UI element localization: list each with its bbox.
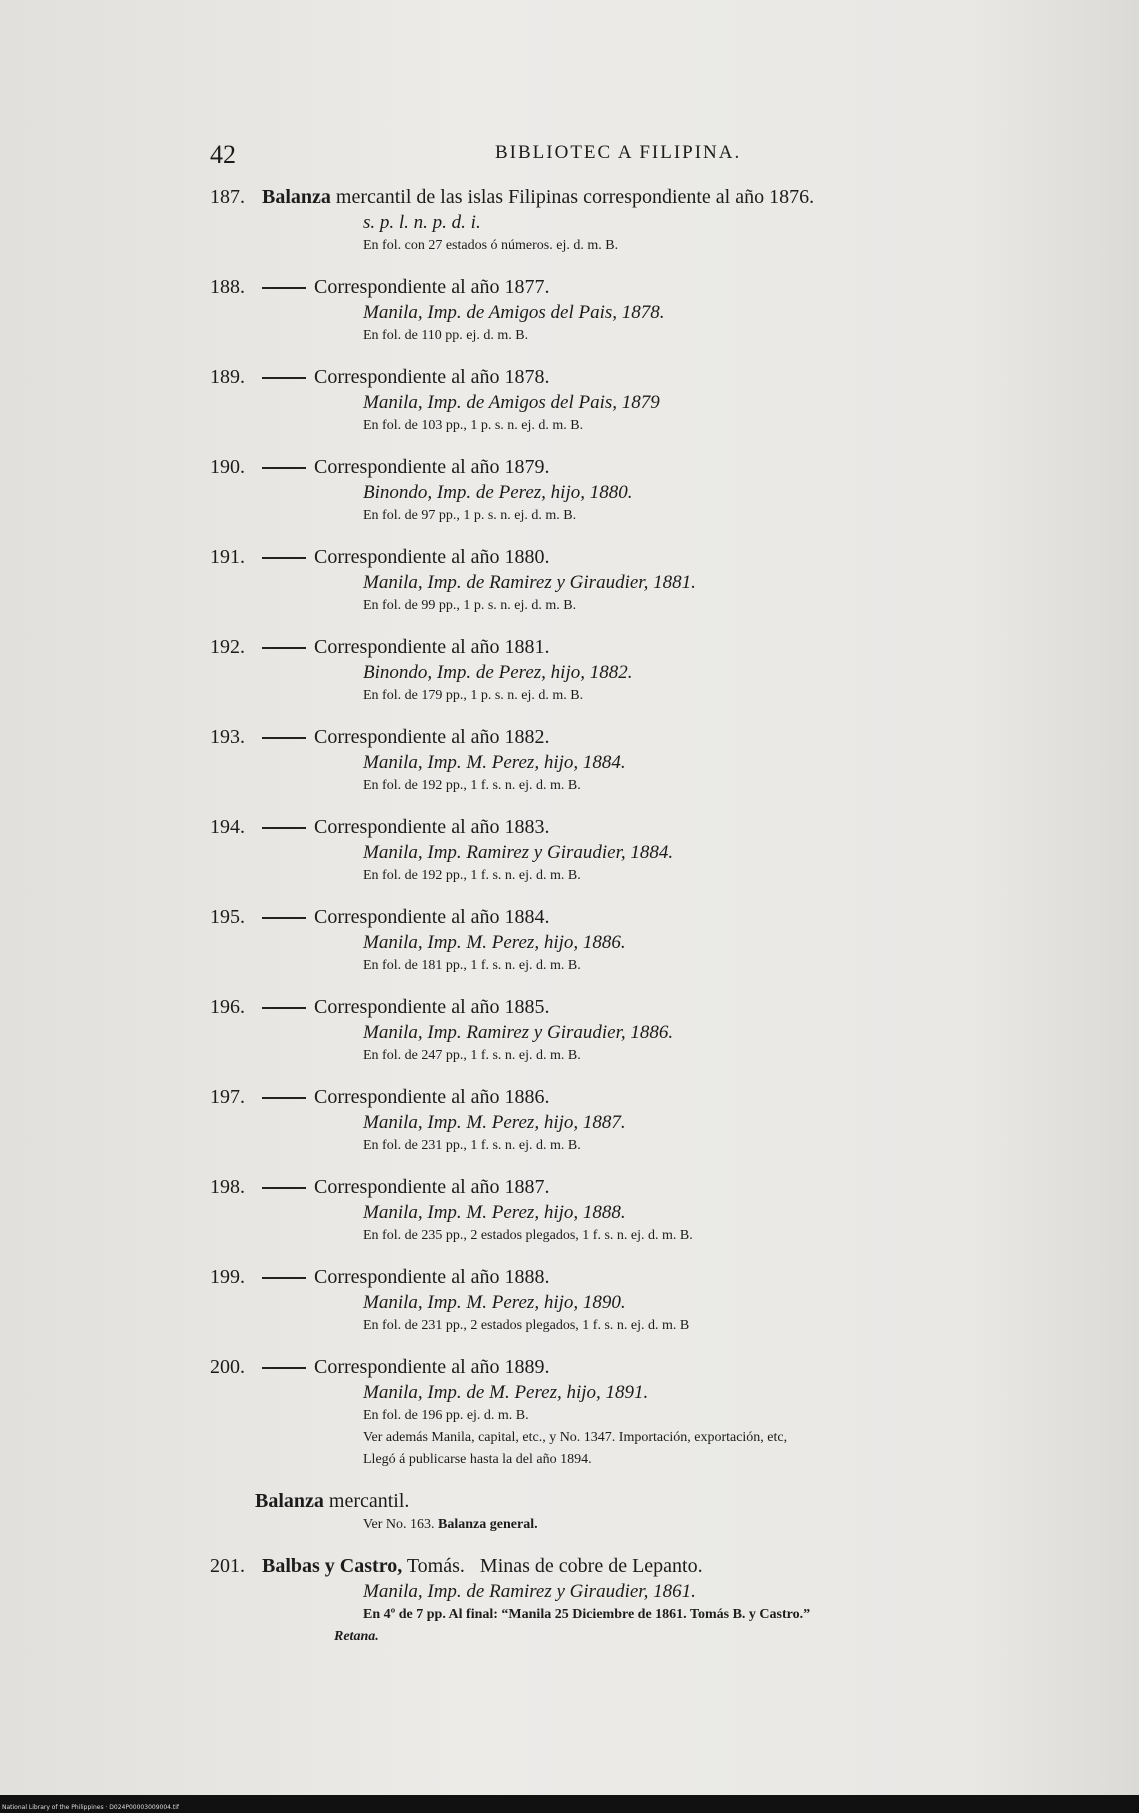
entry-number: 195. — [210, 906, 245, 928]
entry-imprint: Manila, Imp. M. Perez, hijo, 1884. — [363, 752, 626, 773]
entry-title: Correspondiente al año 1886. — [314, 1086, 550, 1108]
entry-201 — [210, 1554, 1050, 1648]
entry-collation: En fol. de 179 pp., 1 p. s. n. ej. d. m. B. — [363, 688, 584, 703]
entry-collation: En fol. de 181 pp., 1 f. s. n. ej. d. m. B. — [363, 958, 581, 973]
entry-imprint: Binondo, Imp. de Perez, hijo, 1882. — [363, 662, 633, 683]
entry-title: Correspondiente al año 1879. — [314, 456, 550, 478]
entry-collation: En fol. de 231 pp., 2 estados plegados, 1 f. s. n. ej. d. m. B — [363, 1318, 690, 1333]
heading-rest: mercantil. — [328, 1490, 410, 1512]
entry-collation: En fol. de 196 pp. ej. d. m. B. — [363, 1408, 529, 1423]
entry-imprint: Manila, Imp. Ramirez y Giraudier, 1884. — [363, 842, 674, 863]
entry-number: 191. — [210, 546, 245, 568]
page-number: 42 — [210, 140, 236, 169]
entry-number: 199. — [210, 1266, 245, 1288]
entry-number: 188. — [210, 276, 245, 298]
entry-heading-word: Balanza — [262, 186, 331, 208]
entry-note: Llegó á publicarse hasta la del año 1894. — [363, 1452, 592, 1467]
entry-collation: En fol. de 110 pp. ej. d. m. B. — [363, 328, 529, 343]
entry-title: Correspondiente al año 1880. — [314, 546, 550, 568]
entry-note: Ver además Manila, capital, etc., y No. 1347. Importación, exportación, etc, — [363, 1430, 788, 1445]
entry-imprint: Manila, Imp. de M. Perez, hijo, 1891. — [363, 1382, 649, 1403]
entry-200 — [210, 1355, 1050, 1471]
entry-imprint: Manila, Imp. de Ramirez y Giraudier, 1881. — [363, 572, 696, 593]
entry-number: 192. — [210, 636, 245, 658]
entry-collation: En fol. de 247 pp., 1 f. s. n. ej. d. m. B. — [363, 1048, 581, 1063]
entry-title: Correspondiente al año 1882. — [314, 726, 550, 748]
bibliography-entries — [210, 185, 1050, 1666]
entry-title: Correspondiente al año 1889. — [314, 1356, 550, 1378]
entry-list — [210, 185, 1050, 1337]
entry-collation: En fol. de 235 pp., 2 estados plegados, 1 f. s. n. ej. d. m. B. — [363, 1228, 693, 1243]
entry-number: 196. — [210, 996, 245, 1018]
entry-title: Correspondiente al año 1877. — [314, 276, 550, 298]
ditto-dash — [262, 1367, 306, 1369]
entry-title: mercantil de las islas Filipinas correspondiente al año 1876. — [335, 186, 815, 208]
entry-imprint: Binondo, Imp. de Perez, hijo, 1880. — [363, 482, 633, 503]
ditto-dash — [262, 467, 306, 469]
entry-number: 197. — [210, 1086, 245, 1108]
entry-198 — [210, 1175, 1050, 1247]
entry-collation: En fol. de 103 pp., 1 p. s. n. ej. d. m. B. — [363, 418, 584, 433]
page-header — [210, 140, 790, 180]
ditto-dash — [262, 737, 306, 739]
entry-title: Correspondiente al año 1884. — [314, 906, 550, 928]
entry-title: Minas de cobre de Lepanto. — [479, 1555, 703, 1577]
entry-imprint: Manila, Imp. de Amigos del Pais, 1879 — [363, 392, 660, 413]
entry-collation: En 4º de 7 pp. Al final: “Manila 25 Diciembre de 1861. Tomás B. y Castro.” — [363, 1607, 811, 1622]
entry-189 — [210, 365, 1050, 437]
running-title: BIBLIOTEC A FILIPINA. — [495, 142, 742, 163]
entry-194 — [210, 815, 1050, 887]
entry-imprint: s. p. l. n. p. d. i. — [363, 212, 481, 233]
entry-title: Correspondiente al año 1888. — [314, 1266, 550, 1288]
entry-199 — [210, 1265, 1050, 1337]
entry-number: 198. — [210, 1176, 245, 1198]
ditto-dash — [262, 287, 306, 289]
entry-190 — [210, 455, 1050, 527]
entry-collation: En fol. de 97 pp., 1 p. s. n. ej. d. m. B. — [363, 508, 577, 523]
ditto-dash — [262, 557, 306, 559]
ditto-dash — [262, 377, 306, 379]
entry-193 — [210, 725, 1050, 797]
entry-191 — [210, 545, 1050, 617]
entry-imprint: Manila, Imp. de Amigos del Pais, 1878. — [363, 302, 665, 323]
entry-author: Balbas y Castro, — [262, 1555, 403, 1577]
entry-collation: En fol. de 99 pp., 1 p. s. n. ej. d. m. B. — [363, 598, 577, 613]
heading-word: Balanza — [255, 1490, 324, 1512]
entry-192 — [210, 635, 1050, 707]
ditto-dash — [262, 1097, 306, 1099]
see-target: Balanza general. — [438, 1517, 538, 1532]
entry-188 — [210, 275, 1050, 347]
entry-title: Correspondiente al año 1878. — [314, 366, 550, 388]
scan-credit: National Library of the Philippines · D024P00003009004.tif — [2, 1804, 180, 1811]
entry-number: 187. — [210, 186, 245, 208]
entry-number: 193. — [210, 726, 245, 748]
entry-number: 201. — [210, 1555, 245, 1577]
ditto-dash — [262, 917, 306, 919]
entry-195 — [210, 905, 1050, 977]
entry-collation: En fol. de 231 pp., 1 f. s. n. ej. d. m. B. — [363, 1138, 581, 1153]
entry-number: 189. — [210, 366, 245, 388]
entry-title: Correspondiente al año 1885. — [314, 996, 550, 1018]
entry-imprint: Manila, Imp. M. Perez, hijo, 1886. — [363, 932, 626, 953]
ditto-dash — [262, 647, 306, 649]
ditto-dash — [262, 1007, 306, 1009]
entry-196 — [210, 995, 1050, 1067]
ditto-dash — [262, 1187, 306, 1189]
entry-title: Correspondiente al año 1887. — [314, 1176, 550, 1198]
entry-number: 190. — [210, 456, 245, 478]
entry-author-given: Tomás. — [406, 1555, 465, 1577]
entry-title: Correspondiente al año 1881. — [314, 636, 550, 658]
ditto-dash — [262, 1277, 306, 1279]
entry-imprint: Manila, Imp. M. Perez, hijo, 1888. — [363, 1202, 626, 1223]
ditto-dash — [262, 827, 306, 829]
entry-collation: En fol. de 192 pp., 1 f. s. n. ej. d. m. B. — [363, 868, 581, 883]
entry-collation: En fol. con 27 estados ó números. ej. d. m. B. — [363, 238, 619, 253]
entry-source: Retana. — [334, 1629, 379, 1644]
entry-197 — [210, 1085, 1050, 1157]
entry-number: 200. — [210, 1356, 245, 1378]
entry-number: 194. — [210, 816, 245, 838]
see-prefix: Ver No. 163. — [363, 1517, 435, 1532]
entry-collation: En fol. de 192 pp., 1 f. s. n. ej. d. m. B. — [363, 778, 581, 793]
scan-footer-strip — [0, 1795, 1139, 1813]
entry-imprint: Manila, Imp. de Ramirez y Giraudier, 1861. — [363, 1581, 696, 1602]
crossref-balanza — [210, 1489, 1050, 1536]
entry-187 — [210, 185, 1050, 257]
entry-imprint: Manila, Imp. M. Perez, hijo, 1887. — [363, 1112, 626, 1133]
entry-imprint: Manila, Imp. M. Perez, hijo, 1890. — [363, 1292, 626, 1313]
entry-imprint: Manila, Imp. Ramirez y Giraudier, 1886. — [363, 1022, 674, 1043]
entry-title: Correspondiente al año 1883. — [314, 816, 550, 838]
